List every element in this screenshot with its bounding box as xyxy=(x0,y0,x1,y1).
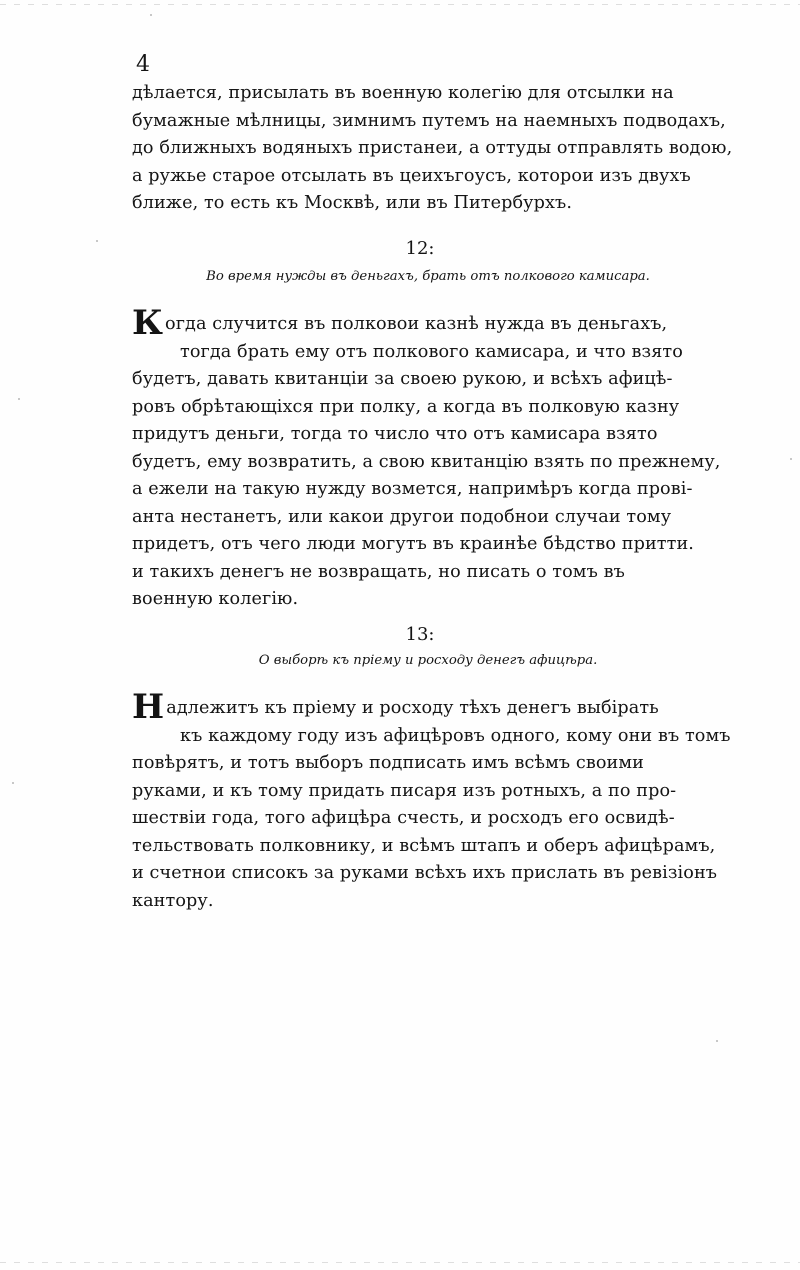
scan-speck xyxy=(790,458,792,460)
text-line: а ежели на такую нужду возмется, напримѣръ когда прові- xyxy=(132,479,693,499)
text-line: бумажные мѣлницы, зимнимъ путемъ на наемныхъ подводахъ, xyxy=(132,110,726,131)
text-line: ближе, то есть къ Москвѣ, или въ Питербурхъ. xyxy=(132,193,573,213)
scan-speck xyxy=(18,398,20,400)
text-line: тогда брать ему отъ полкового камисара, и что взято xyxy=(180,341,683,362)
drop-cap: Н xyxy=(132,687,165,727)
scan-edge-bottom xyxy=(0,1262,800,1263)
text-line: шествіи года, того афицѣра счесть, и росходъ его освидѣ- xyxy=(132,808,675,828)
text-line: руками, и къ тому придать писаря изъ ротныхъ, а по про- xyxy=(132,780,677,801)
section-title-13: О выборѣ къ пріему и росходу денегъ афицѣра. xyxy=(258,653,598,668)
text-line: тельствовать полковнику, и всѣмъ штапъ и оберъ афицѣрамъ, xyxy=(132,835,716,856)
text-line: дѣлается, присылать въ военную колегію для отсылки на xyxy=(132,83,674,103)
text-line: и такихъ денегъ не возвращать, но писать о томъ въ xyxy=(132,561,625,582)
text-line: до ближныхъ водяныхъ пристанеи, а оттуды отправлять водою, xyxy=(132,138,733,158)
text-line: будетъ, ему возвратить, а свою квитанцію взять по прежнему, xyxy=(132,451,721,472)
text-line-content: адлежитъ къ пріему и росходу тѣхъ денегъ выбірать xyxy=(166,698,659,718)
text-line: къ каждому году изъ афицѣровъ одного, кому они въ томъ xyxy=(180,725,731,746)
text-line: повѣрятъ, и тотъ выборъ подписать имъ всѣмъ своими xyxy=(132,753,644,773)
scan-speck xyxy=(716,1040,718,1042)
text-line: а ружье старое отсылать въ цеихъгоусъ, которои изъ двухъ xyxy=(132,165,691,186)
text-line: ровъ обрѣтающіхся при полку, а когда въ полковую казну xyxy=(132,396,680,417)
text-line: придутъ деньги, тогда то число что отъ камисара взято xyxy=(132,424,658,444)
drop-cap: К xyxy=(132,303,164,343)
text-line: и счетнои списокъ за руками всѣхъ ихъ прислать въ ревізіонъ xyxy=(132,863,718,883)
section-title-12: Во время нужды въ деньгахъ, брать отъ полкового камисара. xyxy=(206,269,650,284)
section-12-paragraph xyxy=(132,303,782,614)
scan-speck xyxy=(96,240,98,242)
section-number-13: 13: xyxy=(405,624,435,645)
text-line xyxy=(132,303,782,343)
intro-paragraph xyxy=(132,80,782,218)
text-line: анта нестанетъ, или какои другои подобнои случаи тому xyxy=(132,506,672,527)
text-line-content: огда случится въ полковои казнѣ нужда въ деньгахъ, xyxy=(165,314,668,334)
page-number: 4 xyxy=(136,52,150,77)
text-line: будетъ, давать квитанціи за своею рукою, и всѣхъ афицѣ- xyxy=(132,369,673,389)
scan-speck xyxy=(150,14,152,16)
scan-speck xyxy=(12,782,14,784)
scan-edge-top xyxy=(0,4,800,5)
section-13-paragraph xyxy=(132,687,782,915)
text-line: придетъ, отъ чего люди могутъ въ краинѣе бѣдство притти. xyxy=(132,534,694,554)
text-line: кантору. xyxy=(132,890,214,911)
section-number-12: 12: xyxy=(405,238,435,259)
text-line xyxy=(132,687,782,727)
text-line: военную колегію. xyxy=(132,589,299,609)
